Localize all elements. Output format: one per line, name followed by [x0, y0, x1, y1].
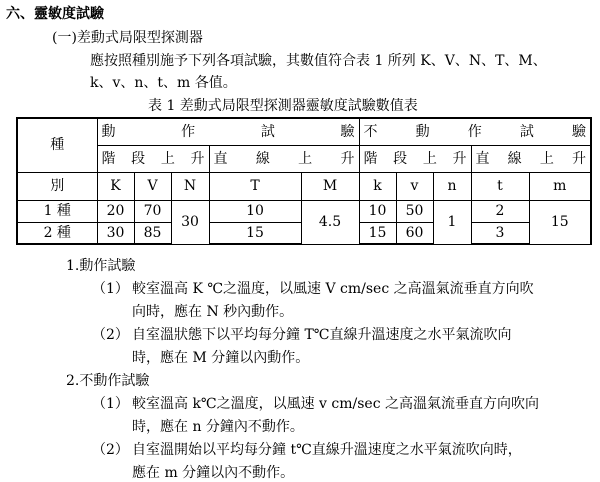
header-char: 上	[539, 150, 554, 167]
cell-m-shared: 15	[529, 200, 591, 244]
header-char: 升	[452, 150, 467, 167]
header-char: 線	[255, 150, 270, 167]
item-1-2-number: （2）	[92, 327, 129, 343]
header-char: 驗	[340, 123, 355, 140]
table-title: 表 1 差動式局限型探測器靈敏度試驗數值表	[148, 98, 418, 114]
col-header-t: t	[471, 172, 529, 200]
intro-text-line-1: 應按照種別施予下列各項試驗，其數值符合表 1 所列 K、V、N、T、M、	[90, 53, 547, 69]
header-char: 升	[572, 150, 587, 167]
item-1-2-line-2: 時，應在 M 分鐘以內動作。	[132, 350, 310, 366]
header-char: 線	[507, 150, 522, 167]
item-2-2-number: （2）	[92, 442, 129, 458]
item-2-1-line-1: 較室溫高 k℃之溫度，以風速 v cm/sec 之高溫氣流垂直方向吹向	[132, 396, 539, 412]
header-char: 驗	[572, 123, 586, 140]
item-1-1-line-2: 向時，應在 N 秒內動作。	[132, 304, 294, 320]
operation-test-header	[97, 118, 359, 145]
header-char: 直	[213, 150, 228, 167]
header-char: 升	[190, 150, 205, 167]
header-char: 作	[467, 123, 482, 140]
row-kind-2: 2 種	[17, 222, 97, 244]
cell-v-2: 60	[396, 222, 433, 244]
item-1-1-number: （1）	[92, 281, 129, 297]
header-char: 試	[260, 123, 275, 140]
cell-v-1: 50	[396, 200, 433, 222]
step-rise-header-op	[97, 145, 209, 172]
header-char: 上	[422, 150, 437, 167]
item-2-1-line-2: 時，應在 n 分鐘內不動作。	[132, 419, 304, 435]
row-kind-1: 1 種	[17, 200, 97, 222]
cell-t-1: 2	[471, 200, 529, 222]
header-char: 段	[131, 150, 146, 167]
header-char: 上	[160, 150, 175, 167]
item-1-2-line-1: 自室溫狀態下以平均每分鐘 T℃直線升溫速度之水平氣流吹向	[132, 327, 512, 343]
cell-N-shared: 30	[171, 200, 209, 244]
linear-rise-header-nonop	[471, 145, 591, 172]
kind-header-bottom: 別	[17, 172, 97, 200]
step-rise-header-nonop	[359, 145, 471, 172]
header-char: 段	[393, 150, 408, 167]
cell-n-shared: 1	[433, 200, 471, 244]
header-char: 試	[519, 123, 534, 140]
item-2-2-line-1: 自室溫開始以平均每分鐘 t℃直線升溫速度之水平氣流吹向時，	[132, 442, 522, 458]
item-2-2-line-2: 應在 m 分鐘以內不動作。	[132, 465, 295, 481]
item-2-1-number: （1）	[92, 396, 129, 412]
col-header-N: N	[171, 172, 209, 200]
cell-K-1: 20	[97, 200, 134, 222]
header-char: 動	[101, 123, 116, 140]
header-char: 作	[181, 123, 196, 140]
header-char: 不	[363, 123, 378, 140]
col-header-T: T	[209, 172, 301, 200]
intro-text-line-2: k、v、n、t、m 各值。	[90, 75, 237, 91]
section-2-title: 2.不動作試驗	[66, 373, 150, 389]
cell-V-2: 85	[134, 222, 171, 244]
cell-T-1: 10	[209, 200, 301, 222]
header-char: 上	[298, 150, 313, 167]
col-header-K: K	[97, 172, 134, 200]
sensitivity-test-table	[16, 117, 592, 245]
col-header-m: m	[529, 172, 591, 200]
cell-K-2: 30	[97, 222, 134, 244]
header-char: 動	[415, 123, 430, 140]
cell-k-2: 15	[359, 222, 396, 244]
col-header-k: k	[359, 172, 396, 200]
cell-T-2: 15	[209, 222, 301, 244]
cell-V-1: 70	[134, 200, 171, 222]
section-heading: 六、靈敏度試驗	[6, 6, 104, 22]
col-header-M: M	[301, 172, 359, 200]
cell-t-2: 3	[471, 222, 529, 244]
header-char: 直	[475, 150, 490, 167]
cell-M-shared: 4.5	[301, 200, 359, 244]
item-1-1-line-1: 較室溫高 K ℃之溫度，以風速 V cm/sec 之高溫氣流垂直方向吹	[132, 281, 534, 297]
header-char: 升	[340, 150, 355, 167]
header-char: 階	[363, 150, 378, 167]
col-header-v: v	[396, 172, 433, 200]
kind-header-cell	[17, 118, 97, 172]
kind-header-top: 種	[50, 137, 65, 154]
non-operation-test-header	[359, 118, 591, 145]
section-1-title: 1.動作試驗	[66, 258, 136, 274]
col-header-V: V	[134, 172, 171, 200]
cell-k-1: 10	[359, 200, 396, 222]
col-header-n: n	[433, 172, 471, 200]
linear-rise-header-op	[209, 145, 359, 172]
subsection-heading: (一)差動式局限型探測器	[52, 30, 203, 46]
header-char: 階	[101, 150, 116, 167]
